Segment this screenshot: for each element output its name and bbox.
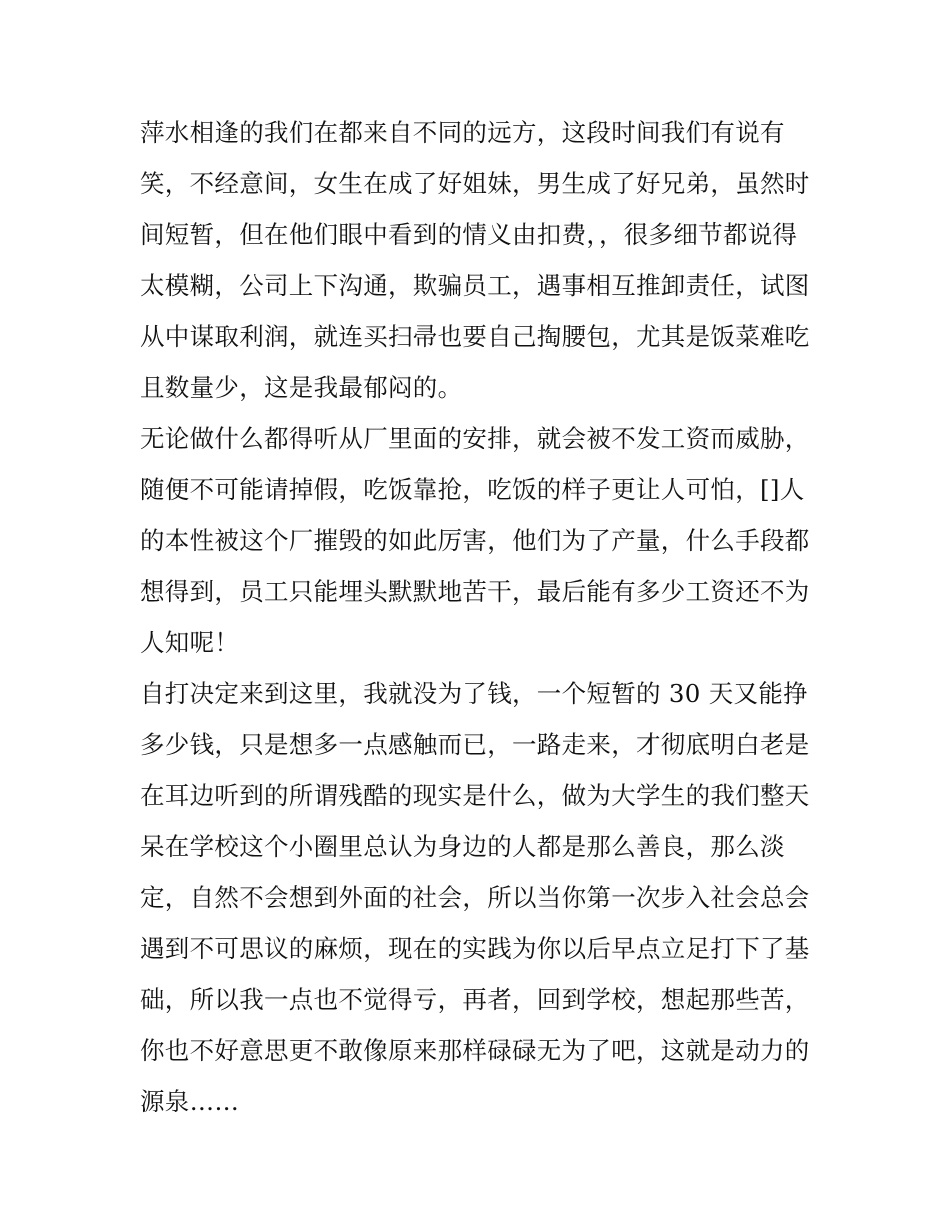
- text-line: 且数量少，这是我最郁闷的。: [140, 373, 463, 402]
- text-line: 自打决定来到这里，我就没为了钱，一个短暂的 30 天又能挣: [140, 679, 808, 708]
- text-line: 呆在学校这个小圈里总认为身边的人都是那么善良，那么淡: [140, 832, 785, 861]
- text-line: 萍水相逢的我们在都来自不同的远方，这段时间我们有说有: [140, 118, 785, 147]
- text-line: 随便不可能请掉假，吃饭靠抢，吃饭的样子更让人可怕，[]人: [140, 475, 805, 504]
- text-line: 太模糊，公司上下沟通，欺骗员工，遇事相互推卸责任，试图: [140, 271, 810, 300]
- text-line: 在耳边听到的所谓残酷的现实是什么，做为大学生的我们整天: [140, 781, 810, 810]
- text-line: 源泉……: [140, 1087, 240, 1116]
- text-line: 的本性被这个厂摧毁的如此厉害，他们为了产量，什么手段都: [140, 526, 810, 555]
- document-body: [140, 107, 820, 1127]
- text-line: 多少钱，只是想多一点感触而已，一路走来，才彻底明白老是: [140, 730, 810, 759]
- paragraph-3: [140, 668, 820, 1127]
- text-line: 定，自然不会想到外面的社会，所以当你第一次步入社会总会: [140, 883, 810, 912]
- paragraph-1: [140, 107, 820, 413]
- text-line: 础，所以我一点也不觉得亏，再者，回到学校，想起那些苦，: [140, 985, 810, 1014]
- text-line: 无论做什么都得听从厂里面的安排，就会被不发工资而威胁，: [140, 424, 810, 453]
- text-line: 遇到不可思议的麻烦，现在的实践为你以后早点立足打下了基: [140, 934, 810, 963]
- text-line: 间短暂，但在他们眼中看到的情义由扣费，，很多细节都说得: [140, 220, 798, 249]
- text-line: 从中谋取利润，就连买扫帚也要自己掏腰包，尤其是饭菜难吃: [140, 322, 810, 351]
- text-line: 笑，不经意间，女生在成了好姐妹，男生成了好兄弟，虽然时: [140, 169, 810, 198]
- text-line: 你也不好意思更不敢像原来那样碌碌无为了吧，这就是动力的: [140, 1036, 810, 1065]
- text-line: 人知呢！: [140, 628, 240, 657]
- text-line: 想得到，员工只能埋头默默地苦干，最后能有多少工资还不为: [140, 577, 810, 606]
- paragraph-2: [140, 413, 820, 668]
